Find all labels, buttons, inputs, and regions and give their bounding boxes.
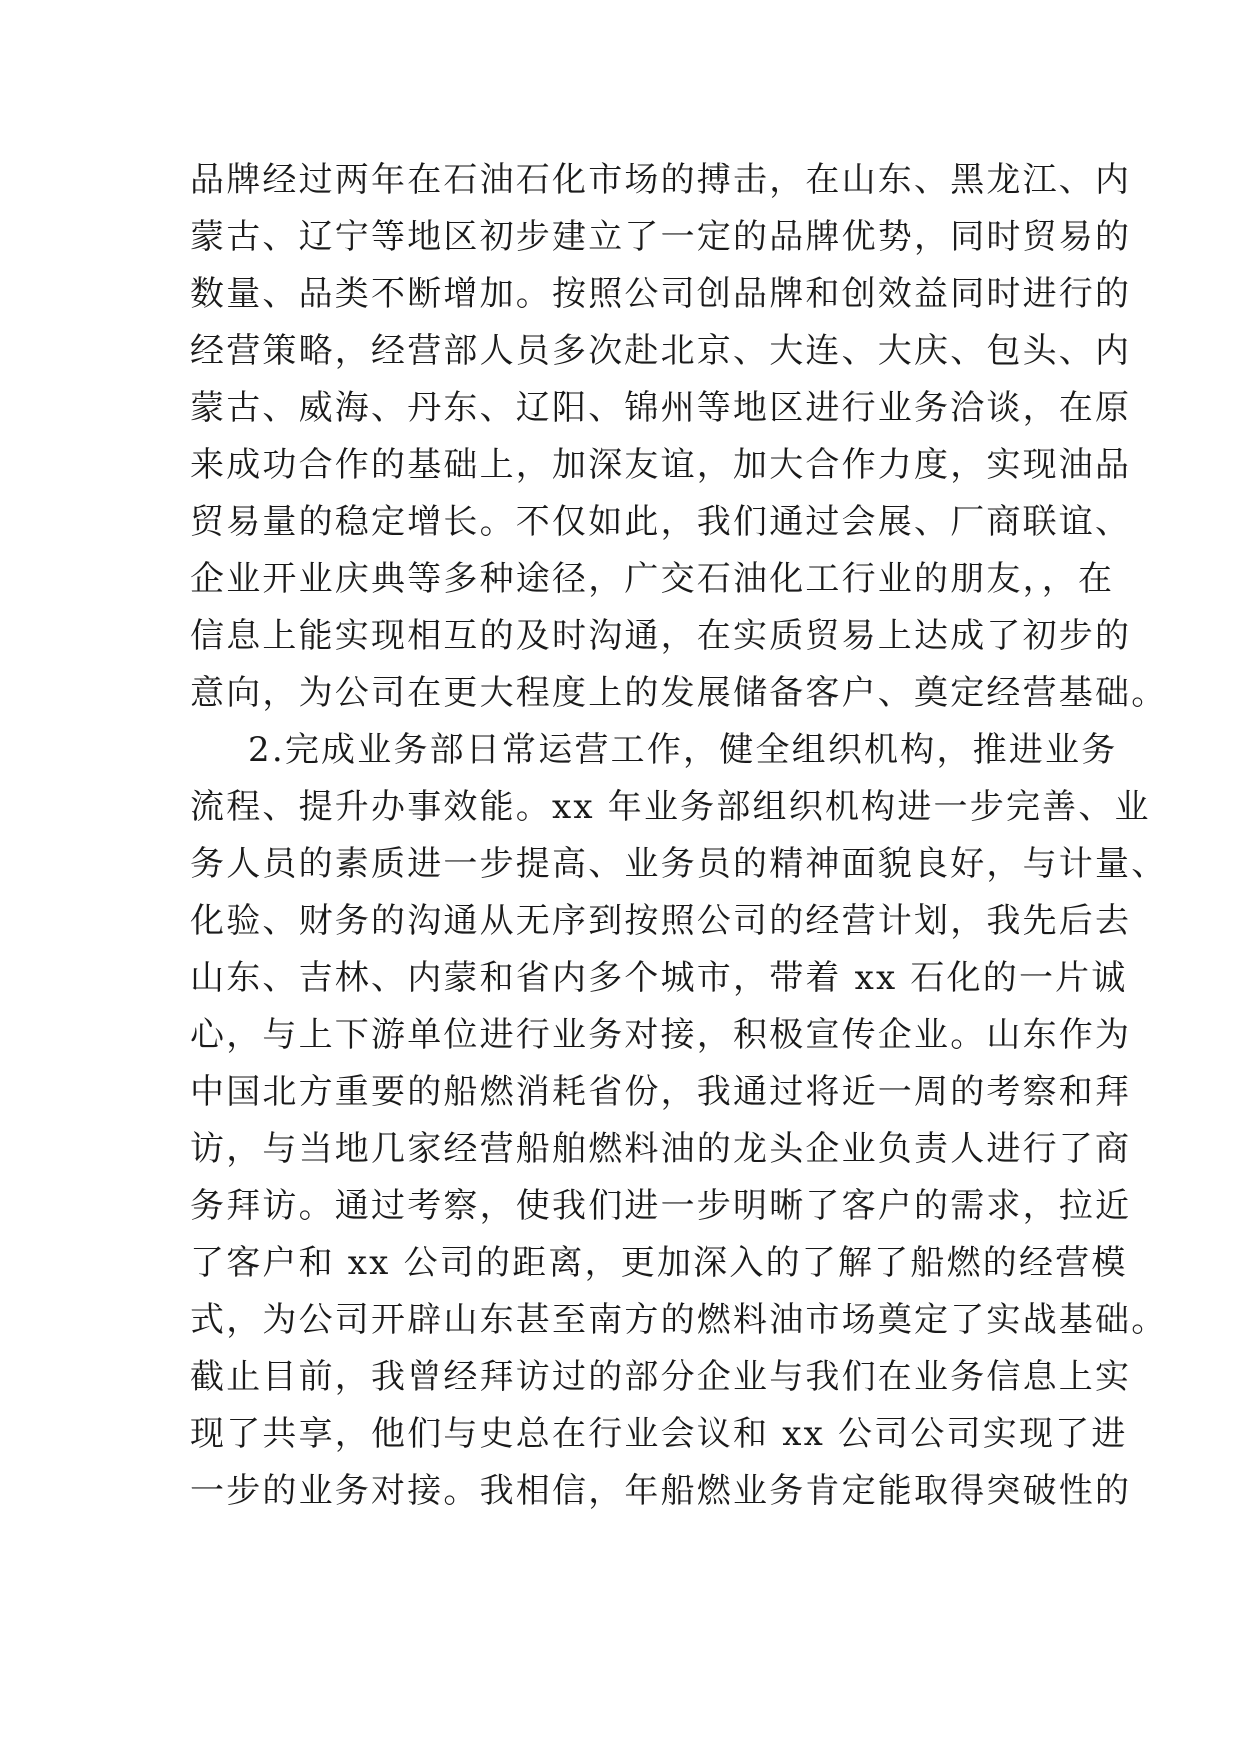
text-line: 品牌经过两年在石油石化市场的搏击，在山东、黑龙江、内 [190,160,1132,200]
text-line: 流程、提升办事效能。xx 年业务部组织机构进一步完善、业 [190,787,1151,827]
body-text [190,152,1168,1520]
text-line: 了客户和 xx 公司的距离，更加深入的了解了船燃的经营模 [190,1243,1128,1283]
text-line: 蒙古、辽宁等地区初步建立了一定的品牌优势，同时贸易的 [190,217,1132,257]
text-line: 式，为公司开辟山东甚至南方的燃料油市场奠定了实战基础。 [190,1300,1168,1340]
text-line: 化验、财务的沟通从无序到按照公司的经营计划，我先后去 [190,901,1132,941]
text-line: 心，与上下游单位进行业务对接，积极宣传企业。山东作为 [190,1015,1132,1055]
text-line: 贸易量的稳定增长。不仅如此，我们通过会展、厂商联谊、 [190,502,1132,542]
text-line: 数量、品类不断增加。按照公司创品牌和创效益同时进行的 [190,274,1132,314]
text-line: 蒙古、威海、丹东、辽阳、锦州等地区进行业务洽谈，在原 [190,388,1132,428]
text-line: 现了共享，他们与史总在行业会议和 xx 公司公司实现了进 [190,1414,1128,1454]
text-line: 一步的业务对接。我相信，年船燃业务肯定能取得突破性的 [190,1471,1132,1511]
text-line: 经营策略，经营部人员多次赴北京、大连、大庆、包头、内 [190,331,1132,371]
text-line: 务拜访。通过考察，使我们进一步明晰了客户的需求，拉近 [190,1186,1132,1226]
text-line: 访，与当地几家经营船舶燃料油的龙头企业负责人进行了商 [190,1129,1132,1169]
paragraph-start-line: 2.完成业务部日常运营工作，健全组织机构，推进业务 [248,730,1118,770]
text-line: 来成功合作的基础上，加深友谊，加大合作力度，实现油品 [190,445,1132,485]
text-line: 截止目前，我曾经拜访过的部分企业与我们在业务信息上实 [190,1357,1132,1397]
text-line: 企业开业庆典等多种途径，广交石油化工行业的朋友，，在 [190,559,1115,599]
text-line: 务人员的素质进一步提高、业务员的精神面貌良好，与计量、 [190,844,1168,884]
text-line: 信息上能实现相互的及时沟通，在实质贸易上达成了初步的 [190,616,1132,656]
text-line: 中国北方重要的船燃消耗省份，我通过将近一周的考察和拜 [190,1072,1132,1112]
text-line: 意向，为公司在更大程度上的发展储备客户、奠定经营基础。 [190,673,1168,713]
text-line: 山东、吉林、内蒙和省内多个城市，带着 xx 石化的一片诚 [190,958,1128,998]
